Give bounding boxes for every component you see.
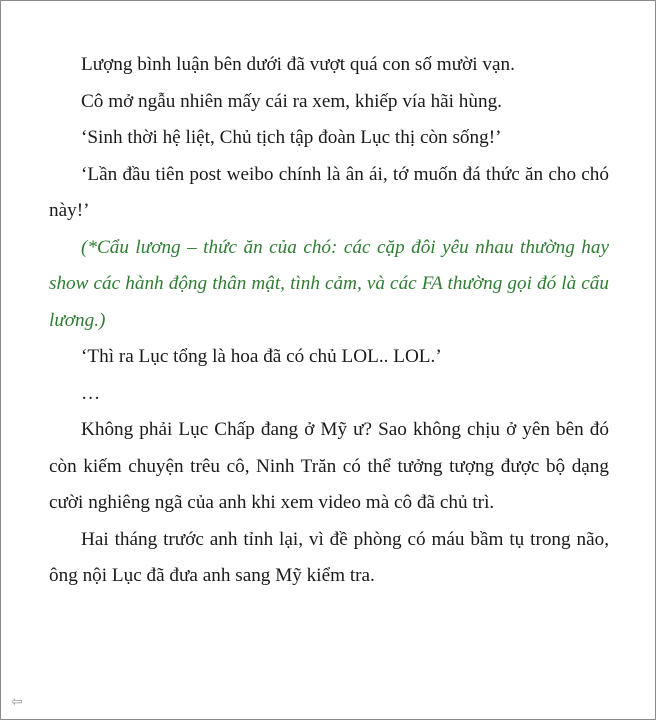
document-body	[49, 47, 609, 595]
paragraph-two-months: Hai tháng trước anh tỉnh lại, vì đề phòng có máu bầm tụ trong não, ông nội Lục đã đưa anh sang Mỹ kiểm tra.	[49, 528, 609, 586]
left-arrow-icon[interactable]: ⇦	[11, 694, 23, 710]
paragraph-comment-count: Lượng bình luận bên dưới đã vượt quá con số mười vạn.	[81, 54, 515, 75]
paragraph-open-comments: Cô mở ngẫu nhiên mấy cái ra xem, khiếp vía hãi hùng.	[81, 90, 502, 112]
translator-note: (*Cẩu lương – thức ăn của chó: các cặp đôi yêu nhau thường hay show các hành động thân mật, tình cảm, và các FA thường gọi đó là cẩu lương.)	[49, 236, 609, 331]
paragraph-quote-weibo: ‘Lần đầu tiên post weibo chính là ân ái, tớ muốn đá thức ăn cho chó này!’	[49, 163, 609, 221]
paragraph-quote-alive: ‘Sinh thời hệ liệt, Chủ tịch tập đoàn Lục thị còn sống!’	[81, 127, 502, 148]
paragraph-ellipsis: …	[81, 382, 101, 404]
paragraph-quote-lol: ‘Thì ra Lục tổng là hoa đã có chủ LOL.. LOL.’	[81, 346, 442, 367]
paragraph-luc-chap: Không phải Lục Chấp đang ở Mỹ ư? Sao không chịu ở yên bên đó còn kiếm chuyện trêu cô, Ninh Trăn có thể tưởng tượng được bộ dạng cười nghiêng ngã của anh khi xem video mà cô đã chủ trì.	[49, 419, 609, 513]
